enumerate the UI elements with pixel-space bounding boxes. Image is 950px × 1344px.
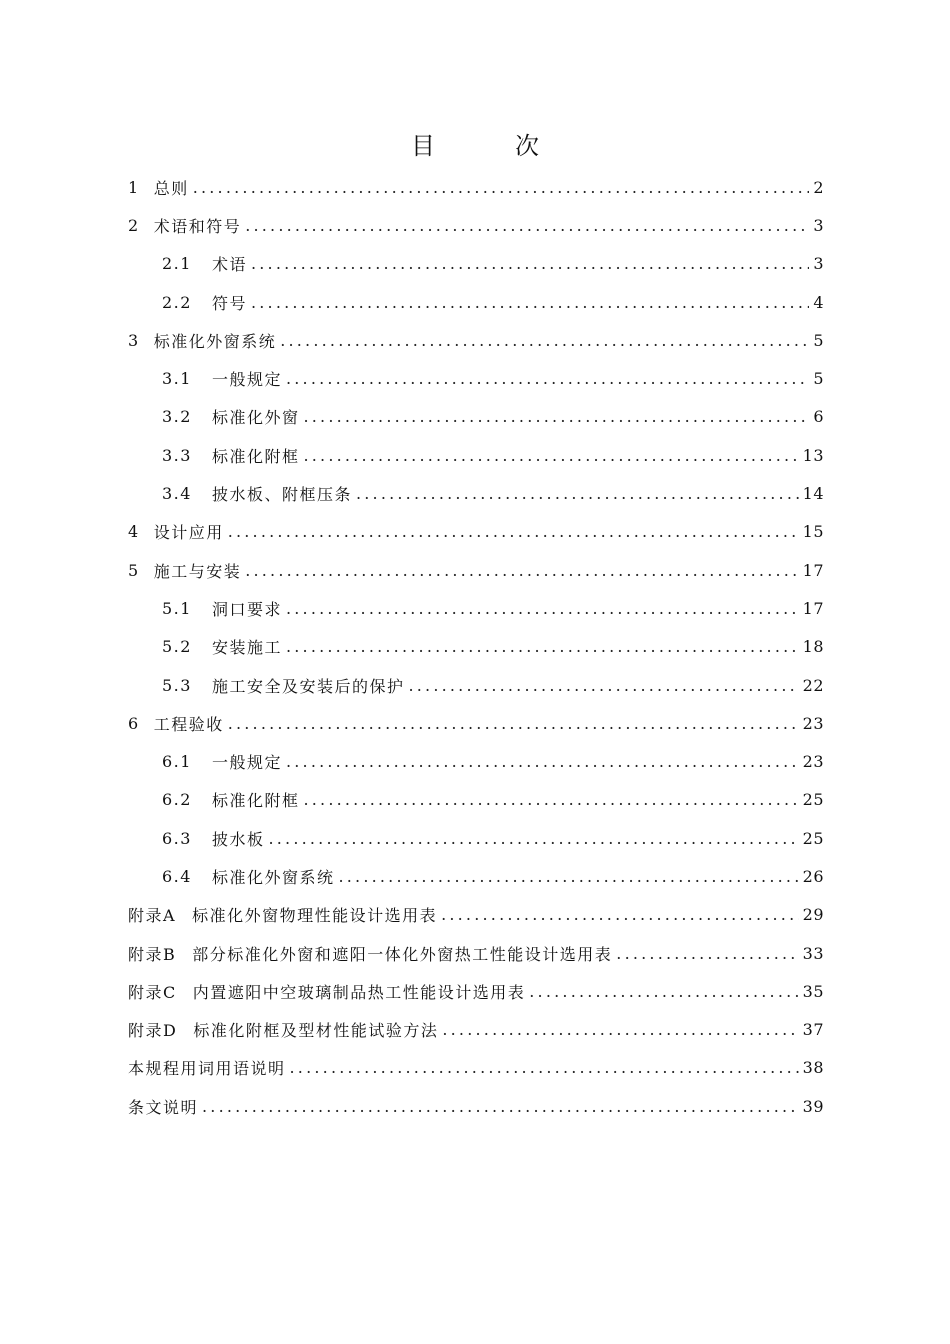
page-title: 目 次	[411, 132, 567, 160]
toc-entry-number: 3.1	[162, 369, 192, 389]
toc-entry-page: 13	[802, 445, 824, 465]
dot-leader	[286, 369, 809, 388]
toc-entry-label: 洞口要求	[211, 599, 282, 619]
toc-entry-number: 6.2	[162, 790, 192, 810]
toc-entry-page: 2	[813, 177, 824, 197]
toc-entry-page: 26	[802, 866, 824, 886]
dot-leader	[286, 599, 799, 618]
toc-entry-page: 29	[802, 905, 824, 925]
toc-entry-label: 披水板	[211, 829, 265, 849]
toc-entry-number: 6.1	[162, 752, 192, 772]
toc-entry-label: 一般规定	[211, 753, 282, 773]
toc-entry-page: 37	[802, 1020, 824, 1040]
toc-entry[interactable]	[128, 972, 824, 1010]
toc-entry-number: 2.2	[162, 292, 192, 312]
toc-entry-number: 3.2	[162, 407, 192, 427]
toc-entry-page: 39	[802, 1096, 824, 1116]
dot-leader	[442, 1020, 798, 1039]
dot-leader	[441, 905, 799, 924]
toc-entry-page: 17	[802, 598, 824, 618]
toc-entry[interactable]	[128, 742, 824, 780]
toc-entry-page: 25	[802, 790, 824, 810]
toc-entry-page: 3	[813, 254, 824, 274]
toc-entry-number: 附录C	[128, 982, 177, 1002]
toc-entry-page: 15	[802, 522, 824, 542]
dot-leader	[408, 676, 798, 695]
toc-entry-label: 标准化附框及型材性能试验方法	[193, 1021, 439, 1041]
toc-entry-page: 6	[813, 407, 824, 427]
dot-leader	[202, 1097, 799, 1116]
dot-leader	[529, 982, 798, 1001]
dot-leader	[356, 484, 799, 503]
toc-entry[interactable]	[128, 1049, 824, 1087]
toc-entry-page: 22	[802, 675, 824, 695]
toc-entry[interactable]	[128, 1087, 824, 1125]
toc-entry-number: 3	[128, 330, 140, 350]
toc-entry-label: 设计应用	[153, 523, 224, 543]
toc-entry-page: 5	[813, 369, 824, 389]
dot-leader	[245, 561, 798, 580]
toc-entry-number: 2.1	[162, 254, 192, 274]
dot-leader	[286, 637, 799, 656]
toc-entry-page: 18	[802, 637, 824, 657]
toc-entry[interactable]	[128, 666, 824, 704]
toc-entry-number: 附录A	[128, 906, 177, 926]
toc-entry-page: 35	[802, 981, 824, 1001]
dot-leader	[280, 331, 809, 350]
toc-entry-number: 附录B	[128, 944, 177, 964]
toc-entry[interactable]	[128, 934, 824, 972]
toc-entry-label: 总则	[153, 178, 189, 198]
toc-entry-label: 部分标准化外窗和遮阳一体化外窗热工性能设计选用表	[192, 944, 613, 964]
dot-leader	[616, 944, 798, 963]
toc-entry-label: 标准化外窗	[211, 408, 300, 428]
dot-leader	[228, 522, 799, 541]
toc-entry-number: 3.4	[162, 484, 192, 504]
toc-entry-page: 3	[813, 215, 824, 235]
dot-leader	[251, 293, 809, 312]
toc-entry-label: 标准化附框	[211, 791, 300, 811]
dot-leader	[245, 216, 809, 235]
dot-leader	[303, 407, 809, 426]
toc-entry-label: 条文说明	[128, 1097, 199, 1117]
toc-entry-number: 附录D	[128, 1021, 178, 1041]
table-of-contents	[128, 168, 824, 1125]
toc-entry-page: 33	[802, 943, 824, 963]
toc-entry-label: 标准化外窗系统	[211, 867, 335, 887]
toc-entry[interactable]	[128, 781, 824, 819]
dot-leader	[286, 752, 799, 771]
dot-leader	[228, 714, 799, 733]
toc-entry[interactable]	[128, 474, 824, 512]
toc-entry[interactable]	[128, 398, 824, 436]
toc-entry-page: 23	[802, 752, 824, 772]
dot-leader	[193, 178, 810, 197]
toc-entry-label: 术语	[211, 255, 247, 275]
toc-entry-label: 标准化外窗物理性能设计选用表	[192, 906, 438, 926]
toc-entry-label: 施工安全及安装后的保护	[211, 676, 405, 696]
toc-entry-number: 1	[128, 177, 140, 197]
toc-entry-label: 符号	[211, 293, 247, 313]
toc-entry[interactable]	[128, 857, 824, 895]
toc-entry-label: 术语和符号	[153, 216, 242, 236]
toc-entry[interactable]	[128, 551, 824, 589]
dot-leader	[303, 790, 798, 809]
toc-entry-label: 工程验收	[153, 714, 224, 734]
toc-entry[interactable]	[128, 245, 824, 283]
dot-leader	[268, 829, 798, 848]
dot-leader	[290, 1058, 799, 1077]
toc-entry-number: 4	[128, 522, 140, 542]
toc-entry-number: 3.3	[162, 445, 192, 465]
toc-entry-number: 5.2	[162, 637, 192, 657]
toc-entry[interactable]	[128, 168, 824, 206]
toc-entry-number: 2	[128, 215, 140, 235]
toc-entry-label: 本规程用词用语说明	[128, 1059, 286, 1079]
toc-entry-label: 披水板、附框压条	[211, 485, 352, 505]
toc-entry-number: 6.4	[162, 866, 192, 886]
toc-entry-page: 4	[813, 292, 824, 312]
toc-entry-number: 5.3	[162, 675, 192, 695]
toc-entry[interactable]	[128, 704, 824, 742]
toc-entry-page: 38	[802, 1058, 824, 1078]
toc-entry[interactable]	[128, 436, 824, 474]
toc-entry-page: 14	[802, 484, 824, 504]
toc-entry-label: 标准化外窗系统	[153, 331, 277, 351]
toc-entry[interactable]	[128, 628, 824, 666]
toc-entry[interactable]	[128, 513, 824, 551]
dot-leader	[251, 254, 809, 273]
toc-entry-page: 23	[802, 713, 824, 733]
toc-entry[interactable]	[128, 589, 824, 627]
toc-entry-page: 5	[813, 330, 824, 350]
toc-entry-label: 内置遮阳中空玻璃制品热工性能设计选用表	[192, 982, 526, 1002]
toc-entry-number: 5	[128, 560, 140, 580]
toc-entry-number: 6.3	[162, 828, 192, 848]
toc-entry-page: 17	[802, 560, 824, 580]
dot-leader	[338, 867, 798, 886]
toc-entry[interactable]	[128, 206, 824, 244]
toc-entry-label: 标准化附框	[211, 446, 300, 466]
toc-entry[interactable]	[128, 819, 824, 857]
toc-entry[interactable]	[128, 283, 824, 321]
toc-entry-number: 6	[128, 713, 140, 733]
toc-entry-number: 5.1	[162, 598, 192, 618]
toc-entry-label: 施工与安装	[153, 561, 242, 581]
toc-entry[interactable]	[128, 359, 824, 397]
dot-leader	[303, 446, 798, 465]
toc-entry[interactable]	[128, 1011, 824, 1049]
toc-entry[interactable]	[128, 321, 824, 359]
toc-entry-label: 安装施工	[211, 638, 282, 658]
toc-entry[interactable]	[128, 896, 824, 934]
toc-entry-page: 25	[802, 828, 824, 848]
toc-entry-label: 一般规定	[211, 370, 282, 390]
